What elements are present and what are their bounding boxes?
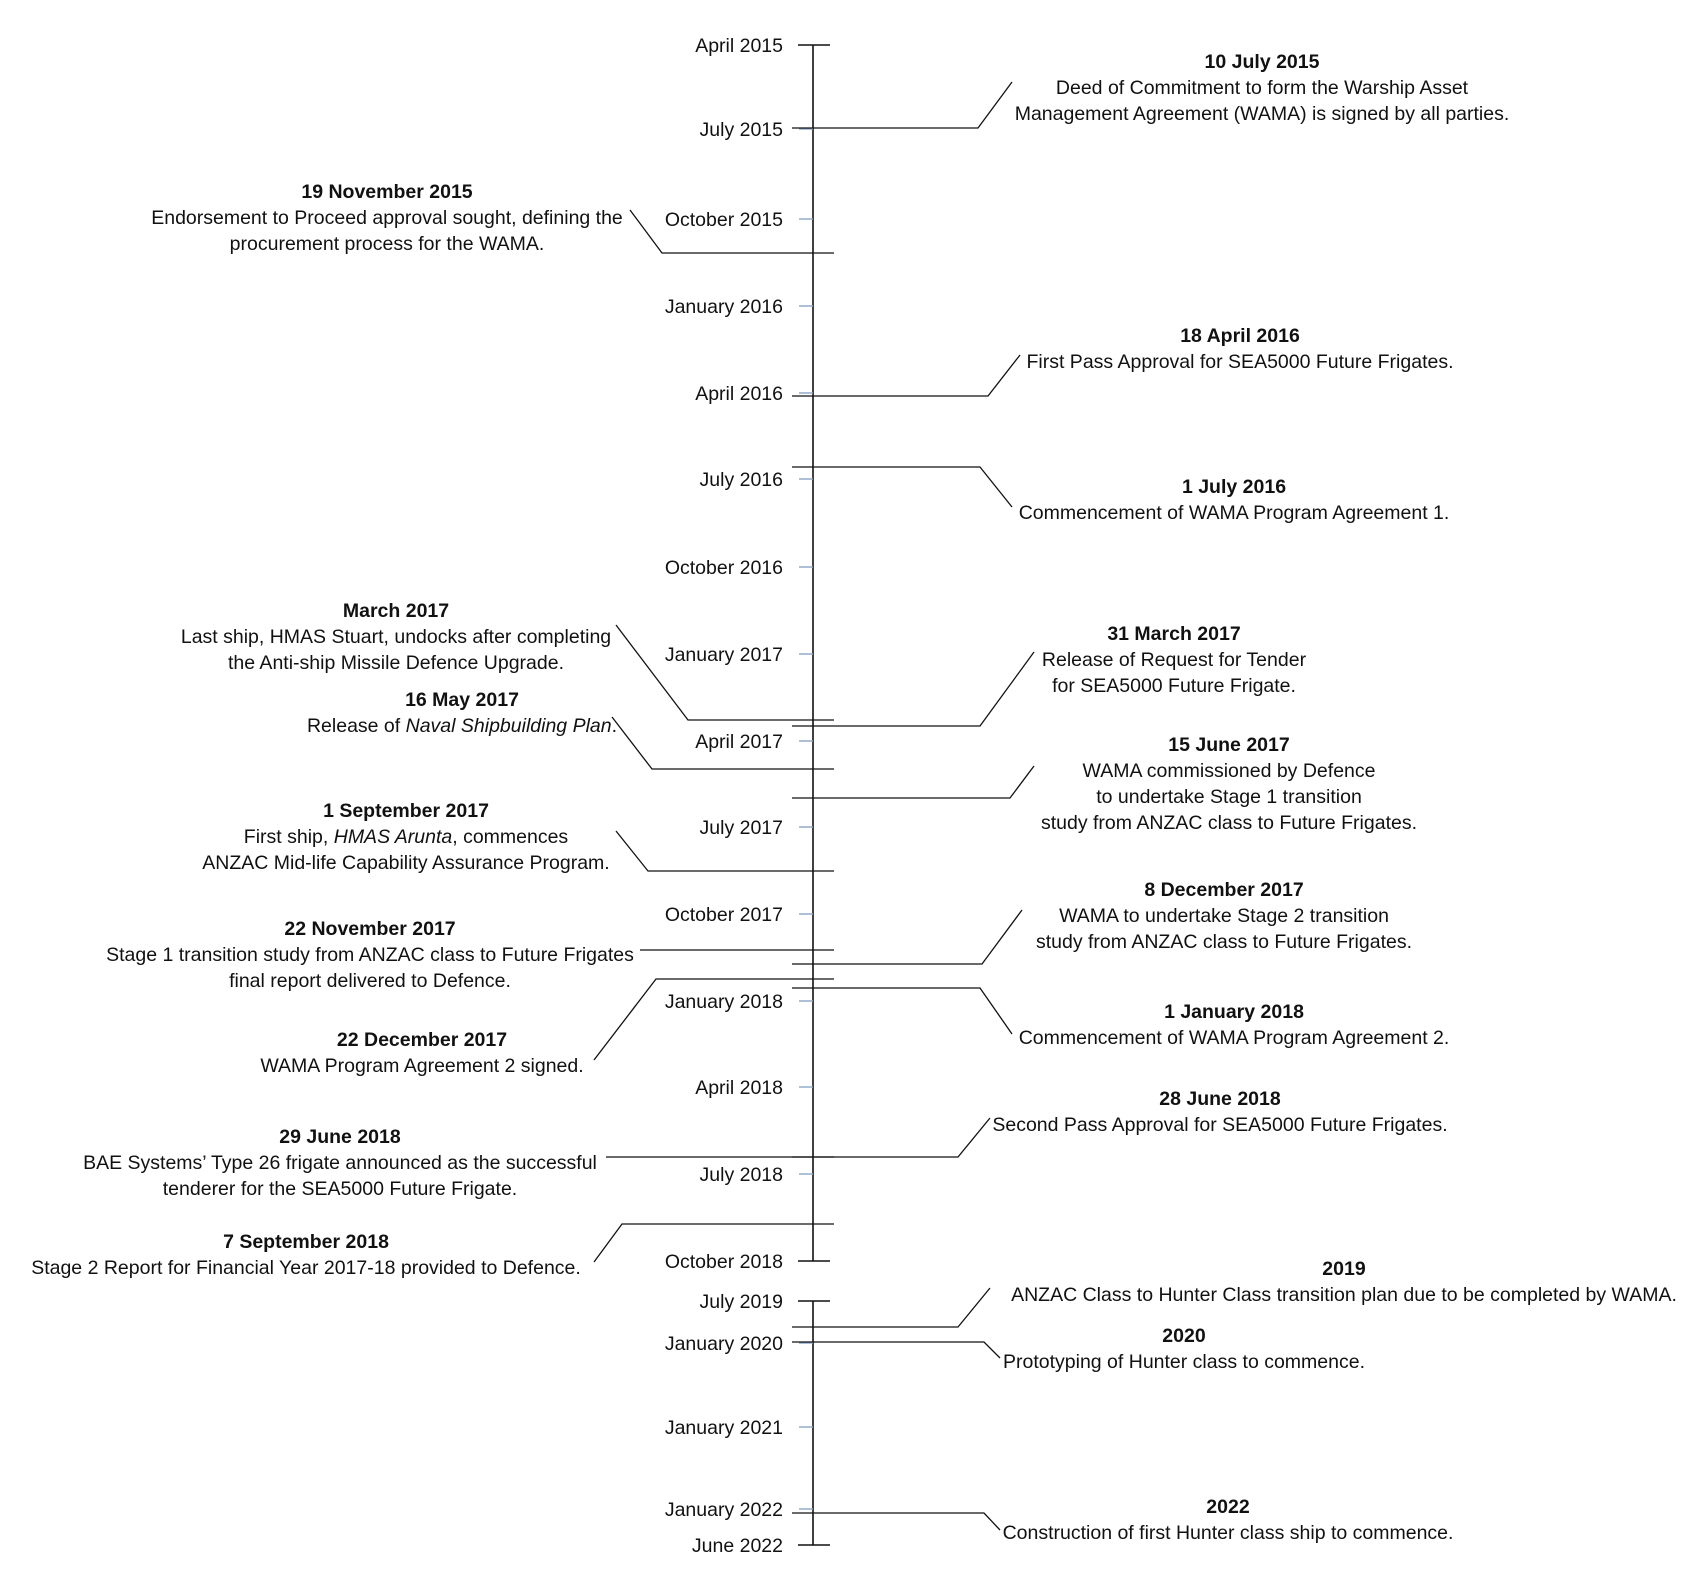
event-description-line: ANZAC Class to Hunter Class transition plan due to be completed by WAMA.: [1011, 1284, 1677, 1306]
axis-tick: [695, 35, 830, 57]
timeline-event: [792, 467, 1449, 524]
axis-tick: [695, 383, 813, 405]
event-date: 18 April 2016: [1180, 325, 1300, 347]
event-date: 15 June 2017: [1168, 734, 1290, 756]
axis-tick-label: July 2019: [699, 1291, 783, 1313]
axis-tick-label: April 2017: [695, 731, 783, 753]
axis-tick-label: January 2020: [664, 1333, 783, 1355]
axis-tick: [665, 1251, 830, 1273]
timeline-event: [792, 988, 1449, 1049]
event-date: 16 May 2017: [405, 689, 519, 711]
event-connector-line: [792, 1342, 1000, 1358]
timeline-event: [792, 1496, 1453, 1544]
event-date: 22 November 2017: [284, 918, 456, 940]
event-connector-line: [616, 625, 834, 720]
axis-tick: [665, 1333, 813, 1355]
axis-tick-label: October 2017: [664, 904, 783, 926]
axis-tick: [700, 469, 813, 491]
axis-tick-label: October 2015: [664, 209, 783, 231]
event-date: March 2017: [342, 600, 450, 622]
axis-tick: [665, 1417, 813, 1439]
event-date: 1 July 2016: [1181, 476, 1287, 498]
axis-tick-label: January 2017: [664, 644, 783, 666]
timeline-event: [792, 734, 1417, 834]
axis-tick: [700, 119, 813, 141]
axis-tick: [700, 817, 813, 839]
axis-tick-label: July 2016: [699, 469, 783, 491]
event-description-line: Release of Request for Tender: [1041, 649, 1307, 671]
event-connector-line: [792, 988, 1012, 1034]
timeline-event: [792, 623, 1307, 726]
event-text-span: First ship,: [243, 826, 334, 848]
event-description-line: [307, 715, 617, 737]
event-description-line: study from ANZAC class to Future Frigates.: [1035, 931, 1413, 953]
timeline-event: [792, 325, 1454, 396]
axis-tick: [665, 557, 813, 579]
event-text-span: , commences: [452, 826, 569, 848]
event-description-line: tenderer for the SEA5000 Future Frigate.: [162, 1178, 518, 1200]
event-connector-line: [792, 910, 1022, 964]
event-description-line: procurement process for the WAMA.: [229, 233, 545, 255]
event-date: 2020: [1162, 1325, 1206, 1347]
timeline-event: [106, 918, 834, 992]
axis-tick: [665, 904, 813, 926]
event-description-line: Deed of Commitment to form the Warship Asset: [1055, 77, 1469, 99]
axis-tick: [695, 1077, 813, 1099]
timeline-event: [83, 1126, 834, 1200]
event-description-line: Management Agreement (WAMA) is signed by all parties.: [1014, 103, 1510, 125]
axis-tick-label: June 2022: [691, 1535, 783, 1557]
event-description-line: ANZAC Mid-life Capability Assurance Program.: [202, 852, 610, 874]
event-date: 8 December 2017: [1144, 879, 1304, 901]
axis-tick-label: January 2018: [664, 991, 783, 1013]
axis-tick: [700, 1164, 813, 1186]
timeline-event: [792, 1258, 1677, 1327]
event-italic-title: HMAS Arunta: [333, 826, 453, 848]
timeline-event: [792, 879, 1412, 964]
axis-tick-label: April 2015: [695, 35, 783, 57]
event-text-span: Release of: [306, 715, 406, 737]
event-description-line: First Pass Approval for SEA5000 Future Frigates.: [1026, 351, 1454, 373]
event-italic-title: Naval Shipbuilding Plan: [405, 715, 612, 737]
event-description-line: Prototyping of Hunter class to commence.: [1003, 1351, 1365, 1373]
axis-tick: [692, 1535, 830, 1557]
axis-tick-label: April 2016: [695, 383, 783, 405]
axis-tick: [665, 1499, 813, 1521]
timeline-event: [792, 1325, 1365, 1373]
event-text-span: .: [611, 715, 618, 737]
axis-tick-label: April 2018: [695, 1077, 783, 1099]
event-description-line: Second Pass Approval for SEA5000 Future Frigates.: [992, 1114, 1448, 1136]
axis-tick-label: October 2016: [664, 557, 783, 579]
axis-tick-label: October 2018: [664, 1251, 783, 1273]
event-connector-line: [792, 1513, 1000, 1530]
event-description-line: Stage 1 transition study from ANZAC class to Future Frigates: [106, 944, 634, 966]
event-description-line: Last ship, HMAS Stuart, undocks after completing: [180, 626, 612, 648]
event-date: 1 January 2018: [1164, 1001, 1304, 1023]
event-description-line: to undertake Stage 1 transition: [1096, 786, 1362, 808]
axis-tick-label: July 2017: [699, 817, 783, 839]
axis-tick-label: July 2018: [699, 1164, 783, 1186]
event-description-line: WAMA commissioned by Defence: [1082, 760, 1376, 782]
axis-tick: [665, 644, 813, 666]
event-description-line: for SEA5000 Future Frigate.: [1052, 675, 1296, 697]
axis-tick: [665, 209, 813, 231]
event-connector-line: [792, 82, 1012, 128]
event-date: 31 March 2017: [1107, 623, 1241, 645]
event-description-line: WAMA Program Agreement 2 signed.: [260, 1055, 584, 1077]
event-connector-line: [792, 355, 1020, 396]
event-date: 22 December 2017: [336, 1029, 508, 1051]
event-date: 19 November 2015: [301, 181, 473, 203]
event-date: 10 July 2015: [1204, 51, 1320, 73]
axis-tick-label: January 2021: [664, 1417, 783, 1439]
event-description-line: Stage 2 Report for Financial Year 2017-18 provided to Defence.: [31, 1257, 581, 1279]
event-description-line: WAMA to undertake Stage 2 transition: [1059, 905, 1389, 927]
axis-tick: [665, 991, 813, 1013]
event-connector-line: [792, 652, 1034, 726]
event-connector-line: [792, 766, 1034, 798]
event-description-line: Commencement of WAMA Program Agreement 1.: [1018, 502, 1450, 524]
event-date: 29 June 2018: [279, 1126, 401, 1148]
event-date: 2019: [1322, 1258, 1366, 1280]
event-description-line: final report delivered to Defence.: [229, 970, 511, 992]
event-description-line: Endorsement to Proceed approval sought, defining the: [151, 207, 623, 229]
event-description-line: [244, 826, 569, 848]
event-connector-line: [792, 467, 1012, 507]
event-date: 7 September 2018: [223, 1231, 389, 1253]
event-description-line: BAE Systems’ Type 26 frigate announced as the successful: [83, 1152, 597, 1174]
timeline-event: [792, 1088, 1448, 1157]
event-description-line: study from ANZAC class to Future Frigates.: [1040, 812, 1418, 834]
event-connector-line: [792, 1118, 990, 1157]
timeline-event: [307, 689, 834, 769]
event-description-line: Construction of first Hunter class ship to commence.: [1002, 1522, 1454, 1544]
axis-tick-label: January 2016: [664, 296, 783, 318]
timeline-event: [792, 51, 1509, 128]
event-description-line: Commencement of WAMA Program Agreement 2.: [1018, 1027, 1450, 1049]
axis-tick-label: January 2022: [664, 1499, 783, 1521]
axis-tick: [700, 1291, 830, 1313]
event-description-line: the Anti-ship Missile Defence Upgrade.: [227, 652, 565, 674]
event-date: 2022: [1206, 1496, 1250, 1518]
axis-tick: [665, 296, 813, 318]
axis-tick-label: July 2015: [699, 119, 783, 141]
event-date: 1 September 2017: [323, 800, 489, 822]
event-connector-line: [792, 1288, 990, 1327]
event-date: 28 June 2018: [1159, 1088, 1281, 1110]
axis-tick: [695, 731, 813, 753]
